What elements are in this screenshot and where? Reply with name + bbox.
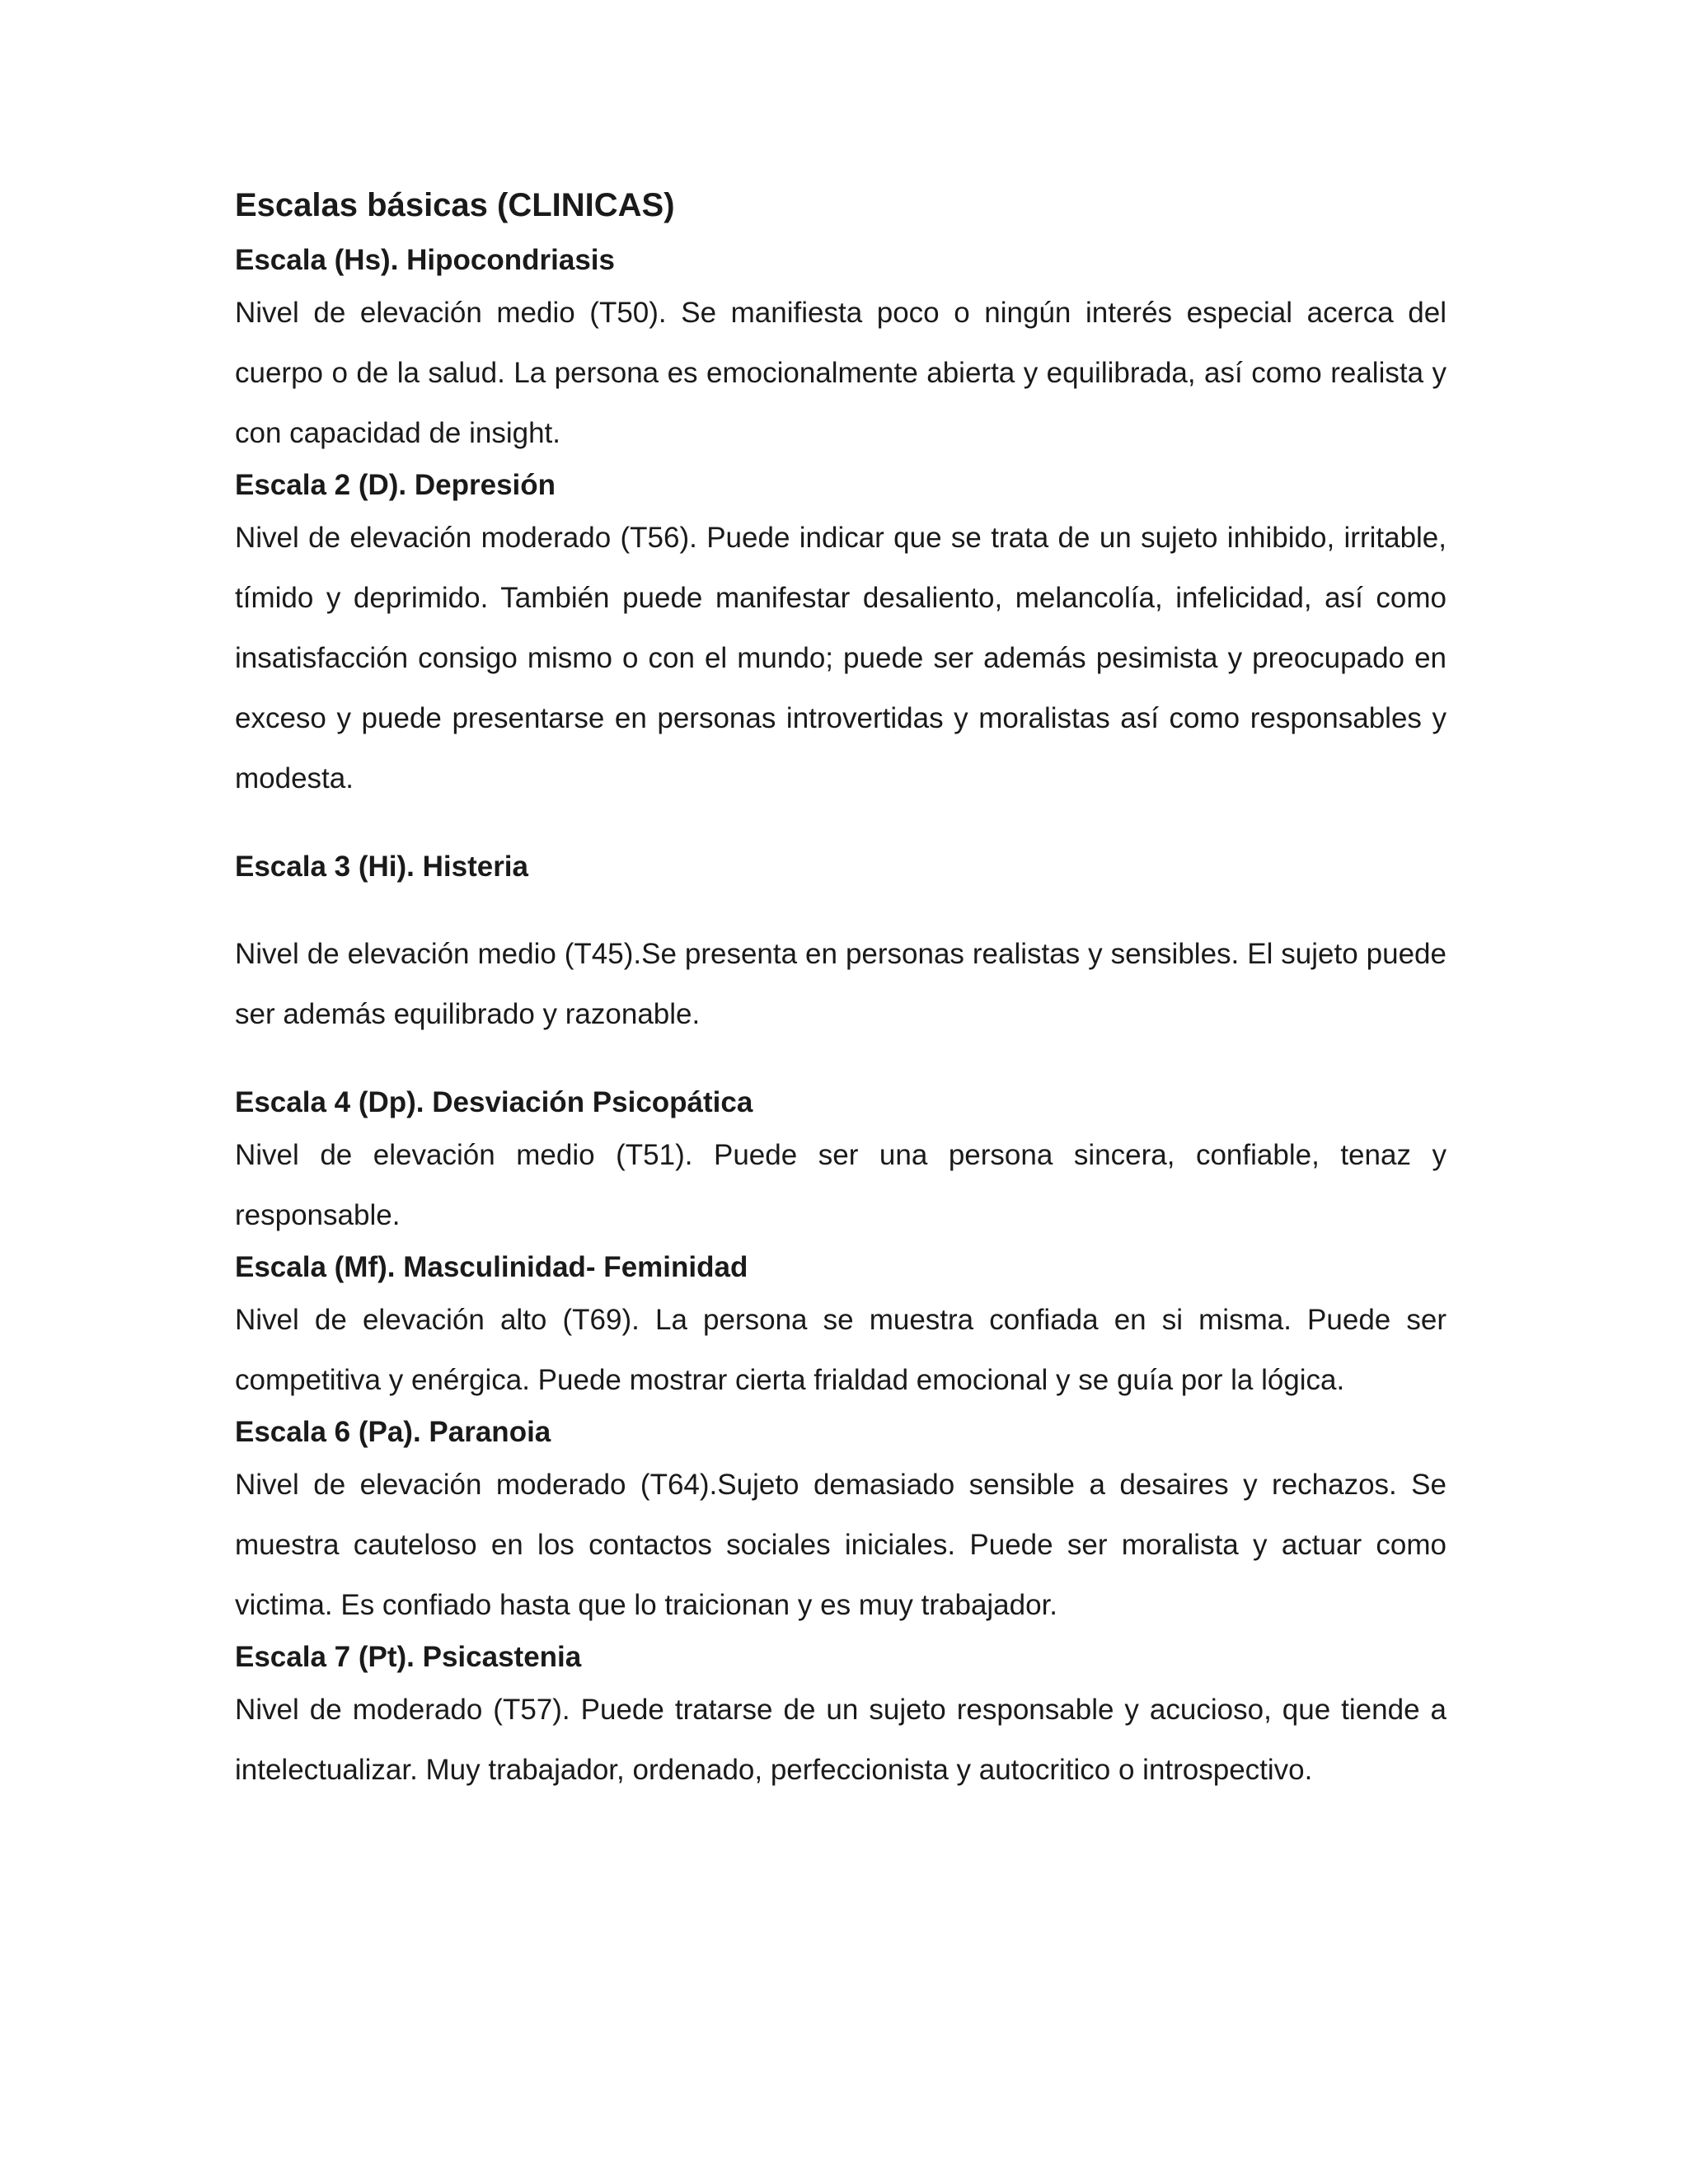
section-histeria — [235, 850, 1447, 1044]
section-body: Nivel de elevación moderado (T56). Puede indicar que se trata de un sujeto inhibido, irritable, tímido y deprimido. También puede manifestar desaliento, melancolía, infelicidad, así como insatisfacción consigo mismo o con el mundo; puede ser además pesimista y preocupado en exceso y puede presentarse en personas introvertidas y moralistas así como responsables y modesta. — [235, 522, 1447, 794]
section-desviacion-psicopatica — [235, 1085, 1447, 1245]
section-heading: Escala 4 (Dp). Desviación Psicopática — [235, 1086, 753, 1118]
section-body: Nivel de elevación medio (T50). Se manifiesta poco o ningún interés especial acerca del cuerpo o de la salud. La persona es emocionalmente abierta y equilibrada, así como realista y con capacidad de insight. — [235, 297, 1447, 449]
document-title: Escalas básicas (CLINICAS) — [235, 187, 675, 223]
section-paranoia — [235, 1415, 1447, 1635]
section-body: Nivel de elevación medio (T45).Se presenta en personas realistas y sensibles. El sujeto puede ser además equilibrado y razonable. — [235, 938, 1447, 1030]
section-body: Nivel de elevación alto (T69). La persona se muestra confiada en si misma. Puede ser competitiva y enérgica. Puede mostrar cierta frialdad emocional y se guía por la lógica. — [235, 1304, 1447, 1396]
section-heading: Escala 2 (D). Depresión — [235, 469, 556, 501]
section-masculinidad-feminidad — [235, 1250, 1447, 1410]
section-body: Nivel de elevación moderado (T64).Sujeto demasiado sensible a desaires y rechazos. Se muestra cauteloso en los contactos sociales iniciales. Puede ser moralista y actuar como victima. Es confiado hasta que lo traicionan y es muy trabajador. — [235, 1469, 1447, 1621]
section-heading: Escala (Hs). Hipocondriasis — [235, 244, 615, 276]
section-depresion — [235, 468, 1447, 808]
section-hipocondriasis — [235, 243, 1447, 463]
section-psicastenia — [235, 1640, 1447, 1800]
section-body: Nivel de moderado (T57). Puede tratarse de un sujeto responsable y acucioso, que tiende a intelectualizar. Muy trabajador, ordenado, perfeccionista y autocritico o introspectivo. — [235, 1694, 1447, 1786]
section-heading: Escala (Mf). Masculinidad- Feminidad — [235, 1251, 748, 1283]
section-body: Nivel de elevación medio (T51). Puede ser una persona sincera, confiable, tenaz y responsable. — [235, 1139, 1447, 1231]
document-page — [235, 185, 1447, 1805]
section-heading: Escala 3 (Hi). Histeria — [235, 851, 528, 883]
section-heading: Escala 6 (Pa). Paranoia — [235, 1416, 551, 1448]
section-heading: Escala 7 (Pt). Psicastenia — [235, 1641, 582, 1673]
